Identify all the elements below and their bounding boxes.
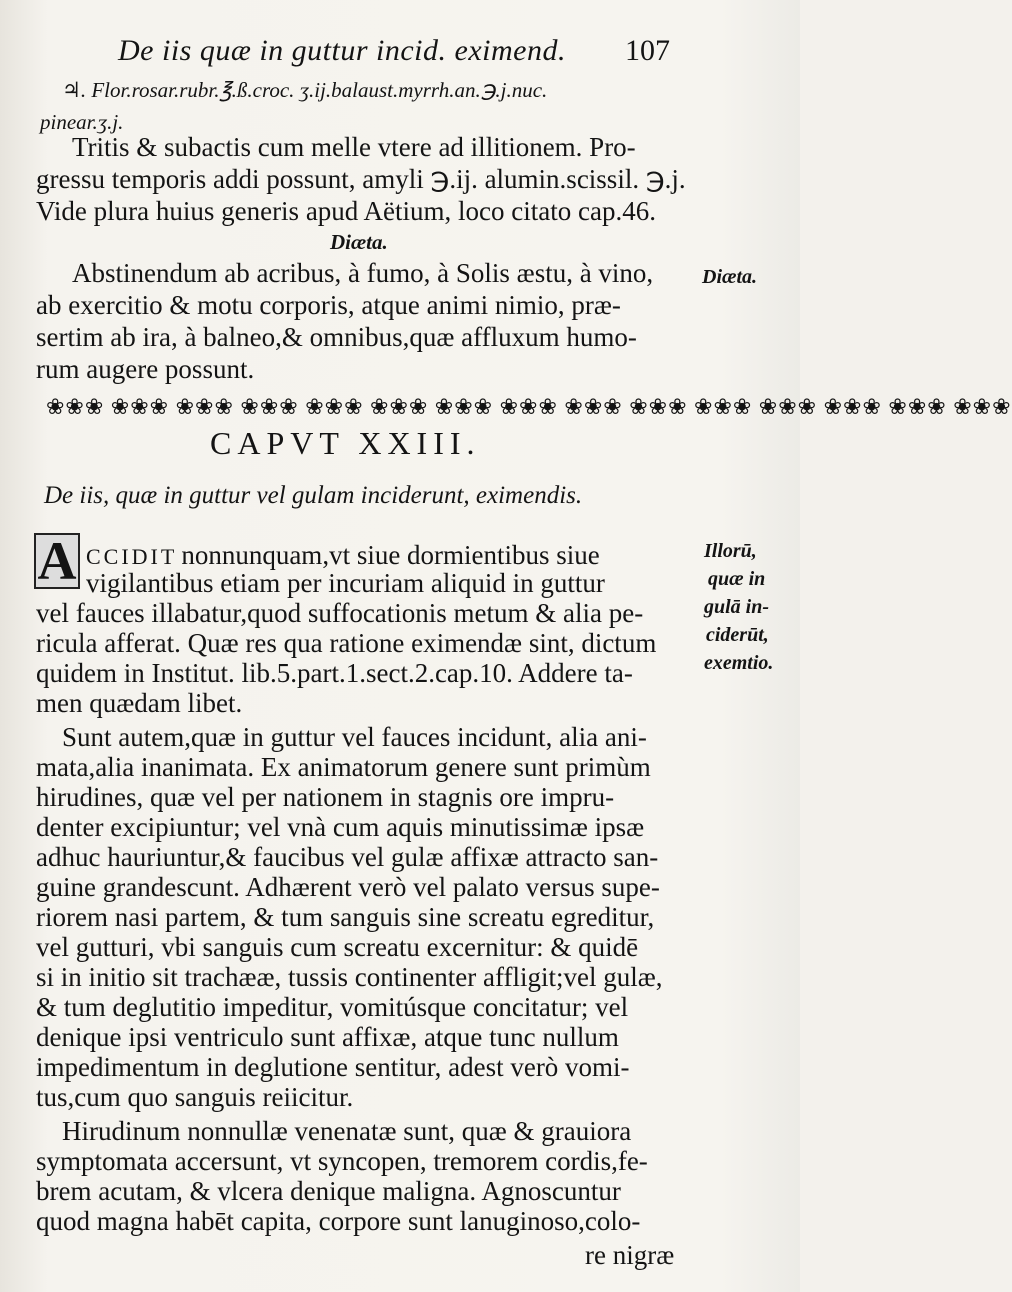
text-line: gressu temporis addi possunt, amyli ℈.ij. alumin.scissil. ℈.j. (36, 164, 686, 194)
margin-note-diaeta: Diæta. (702, 266, 757, 288)
text-line: vel fauces illabatur,quod suffocationis metum & alia pe- (36, 598, 644, 628)
text-line: mata,alia inanimata. Ex animatorum genere sunt primùm (36, 752, 651, 782)
text-line: Abstinendum ab acribus, à fumo, à Solis æstu, à vino, (72, 258, 654, 288)
text-line: guine grandescunt. Adhærent verò vel palato versus supe- (36, 872, 660, 902)
text-line: symptomata accersunt, vt syncopen, tremorem cordis,fe- (36, 1146, 648, 1176)
running-title: De iis quæ in guttur incid. eximend. (118, 34, 566, 67)
text-line: ricula afferat. Quæ res qua ratione eximendæ sint, dictum (36, 628, 657, 658)
text-line: vigilantibus etiam per incuriam aliquid in guttur (86, 568, 605, 598)
section-heading-diaeta: Diæta. (330, 230, 388, 254)
text-line: Sunt autem,quæ in guttur vel fauces incidunt, alia ani- (62, 722, 647, 752)
text-line: sertim ab ira, à balneo,& omnibus,quæ affluxum humo- (36, 322, 637, 352)
text-line: brem acutam, & vlcera denique maligna. Agnoscuntur (36, 1176, 621, 1206)
text-line: Tritis & subactis cum melle vtere ad illitionem. Pro- (72, 132, 636, 162)
text-line: Hirudinum nonnullæ venenatæ sunt, quæ & grauiora (62, 1116, 632, 1146)
ornament-band: ❀❀❀ ❀❀❀ ❀❀❀ ❀❀❀ ❀❀❀ ❀❀❀ ❀❀❀ ❀❀❀ ❀❀❀ ❀❀❀ ❀❀❀ ❀❀❀ ❀❀❀ ❀❀❀ ❀❀❀ (46, 394, 1012, 419)
first-word: CCIDIT (86, 544, 178, 569)
text-line: & tum deglutitio impeditur, vomitúsque concitatur; vel (36, 992, 629, 1022)
text-line: hirudines, quæ vel per nationem in stagnis ore impru- (36, 782, 615, 812)
chapter-first-line (86, 540, 600, 571)
first-line-text: nonnunquam,vt siue dormientibus siue (181, 540, 600, 570)
margin-note-line: quæ in (708, 568, 766, 590)
drop-capital: A (34, 533, 80, 589)
text-line: adhuc hauriuntur,& faucibus vel gulæ affixæ attracto san- (36, 842, 659, 872)
margin-note-line: Illorū, (704, 540, 757, 562)
margin-note-line: ciderūt, (706, 624, 769, 646)
text-line: ab exercitio & motu corporis, atque animi nimio, præ- (36, 290, 621, 320)
recipe-line-1: ♃. Flor.rosar.rubr.℥.ß.croc. ʒ.ij.balaust.myrrh.an.℈.j.nuc. (62, 78, 548, 102)
text-line: quod magna habēt capita, corpore sunt lanuginoso,colo- (36, 1206, 641, 1236)
catchword: re nigræ (585, 1240, 675, 1270)
recipe-line-2: pinear.ʒ.j. (40, 110, 124, 134)
text-line: vel gutturi, vbi sanguis cum screatu excernitur: & quidē (36, 932, 639, 962)
text-line: Vide plura huius generis apud Aëtium, loco citato cap.46. (36, 196, 656, 226)
text-line: tus,cum quo sanguis reiicitur. (36, 1082, 354, 1112)
page-number: 107 (625, 34, 670, 67)
margin-note-line: gulā in- (704, 596, 770, 618)
text-line: denique ipsi ventriculo sunt affixæ, atque tunc nullum (36, 1022, 619, 1052)
margin-note-line: exemtio. (704, 652, 774, 674)
text-line: quidem in Institut. lib.5.part.1.sect.2.cap.10. Addere ta- (36, 658, 633, 688)
text-line: riorem nasi partem, & tum sanguis sine screatu egreditur, (36, 902, 655, 932)
text-line: si in initio sit trachææ, tussis continenter affligit;vel gulæ, (36, 962, 663, 992)
chapter-subtitle: De iis, quæ in guttur vel gulam inciderunt, eximendis. (44, 482, 583, 509)
chapter-heading: CAPVT XXIII. (210, 425, 481, 461)
text-line: rum augere possunt. (36, 354, 255, 384)
text-line: impedimentum in deglutione sentitur, adest verò vomi- (36, 1052, 630, 1082)
text-line: denter excipiuntur; vel vnà cum aquis minutissimæ ipsæ (36, 812, 645, 842)
text-line: men quædam libet. (36, 688, 243, 718)
